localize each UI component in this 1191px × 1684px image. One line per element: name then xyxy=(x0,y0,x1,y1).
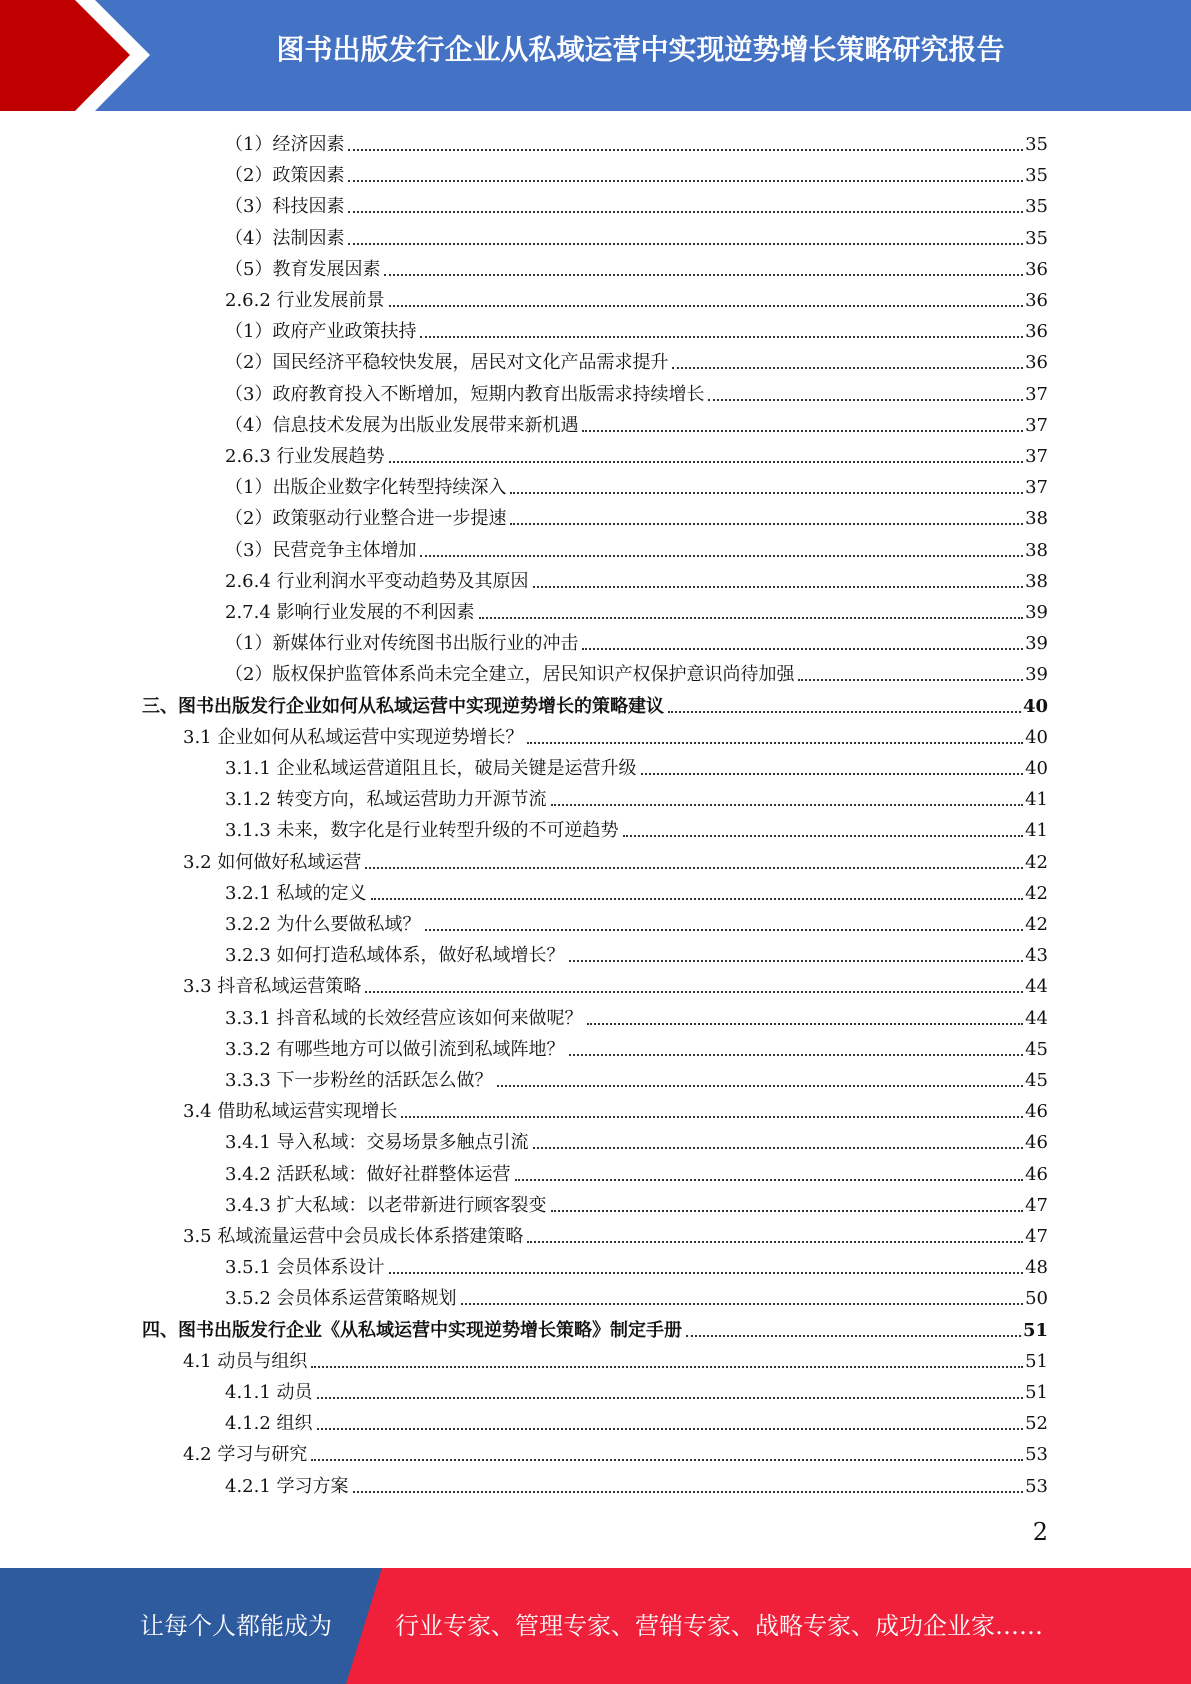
toc-dot-leader xyxy=(389,1272,1024,1274)
toc-entry[interactable] xyxy=(225,251,1048,282)
toc-entry-title: 3.1.2 转变方向，私域运营助力开源节流 xyxy=(225,789,547,811)
toc-entry-title: 4.1.1 动员 xyxy=(225,1382,313,1403)
toc-dot-leader xyxy=(365,991,1023,993)
toc-entry-page: 42 xyxy=(1025,914,1048,935)
toc-entry-title: 3.4.2 活跃私域：做好社群整体运营 xyxy=(225,1163,511,1185)
toc-dot-leader xyxy=(551,804,1024,806)
toc-entry[interactable] xyxy=(225,781,1048,812)
toc-entry-title: （2）版权保护监管体系尚未完全建立，居民知识产权保护意识尚待加强 xyxy=(225,664,795,686)
toc-entry[interactable] xyxy=(225,906,1048,937)
toc-entry[interactable] xyxy=(225,500,1048,531)
toc-entry-title: 三、图书出版发行企业如何从私域运营中实现逆势增长的策略建议 xyxy=(142,695,664,717)
toc-entry[interactable] xyxy=(225,1249,1048,1280)
toc-entry-title: （2）政策驱动行业整合进一步提速 xyxy=(225,508,507,530)
toc-entry[interactable] xyxy=(225,1187,1048,1218)
toc-entry-page: 37 xyxy=(1025,383,1048,405)
toc-entry[interactable] xyxy=(183,1218,1048,1249)
toc-dot-leader xyxy=(668,711,1021,713)
toc-entry[interactable] xyxy=(183,1093,1048,1124)
toc-entry-title: 3.5 私域流量运营中会员成长体系搭建策略 xyxy=(183,1226,524,1247)
toc-dot-leader xyxy=(569,1054,1024,1056)
toc-entry-title: （1）经济因素 xyxy=(225,134,345,155)
toc-dot-leader xyxy=(510,523,1023,525)
toc-entry[interactable] xyxy=(225,313,1048,344)
toc-dot-leader xyxy=(425,929,1024,931)
toc-dot-leader xyxy=(533,1147,1024,1149)
toc-entry[interactable] xyxy=(225,875,1048,906)
toc-entry-page: 37 xyxy=(1025,446,1048,467)
toc-entry-title: 3.1 企业如何从私域运营中实现逆势增长？ xyxy=(183,726,524,748)
toc-entry-title: 4.2 学习与研究 xyxy=(183,1444,308,1466)
toc-dot-leader xyxy=(479,617,1024,619)
toc-entry[interactable] xyxy=(225,1280,1048,1311)
toc-entry[interactable] xyxy=(225,1468,1048,1499)
toc-dot-leader xyxy=(582,430,1023,432)
toc-entry-page: 52 xyxy=(1025,1413,1048,1435)
toc-entry-page: 51 xyxy=(1025,1382,1048,1403)
toc-dot-leader xyxy=(497,1085,1024,1087)
toc-entry[interactable] xyxy=(225,188,1048,219)
toc-entry[interactable] xyxy=(225,1405,1048,1436)
toc-entry[interactable] xyxy=(225,282,1048,313)
toc-entry[interactable] xyxy=(183,968,1048,999)
toc-entry-title: （4）法制因素 xyxy=(225,227,345,249)
toc-dot-leader xyxy=(353,1491,1024,1493)
toc-entry-page: 51 xyxy=(1022,1319,1048,1341)
toc-entry-page: 40 xyxy=(1022,695,1048,717)
toc-entry-title: （1）政府产业政策扶持 xyxy=(225,321,417,343)
toc-dot-leader xyxy=(401,1116,1023,1118)
toc-entry-title: （2）政策因素 xyxy=(225,165,345,187)
toc-entry-page: 39 xyxy=(1025,633,1048,655)
toc-dot-leader xyxy=(365,867,1023,869)
toc-entry-title: 3.3.2 有哪些地方可以做引流到私域阵地？ xyxy=(225,1038,565,1060)
toc-entry[interactable] xyxy=(225,812,1048,843)
report-title: 图书出版发行企业从私域运营中实现逆势增长策略研究报告 xyxy=(276,33,1005,66)
toc-entry-title: 3.4 借助私域运营实现增长 xyxy=(183,1101,398,1123)
toc-entry-title: 3.2.3 如何打造私域体系，做好私域增长？ xyxy=(225,945,565,967)
toc-entry-title: 2.6.2 行业发展前景 xyxy=(225,290,385,311)
toc-entry-title: 3.3 抖音私域运营策略 xyxy=(183,976,362,998)
toc-entry-title: 3.3.3 下一步粉丝的活跃怎么做？ xyxy=(225,1070,493,1091)
toc-dot-leader xyxy=(311,1459,1023,1461)
toc-dot-leader xyxy=(641,773,1024,775)
page-footer xyxy=(0,1568,1191,1684)
toc-entry-page: 50 xyxy=(1025,1288,1048,1310)
toc-dot-leader xyxy=(551,1210,1024,1212)
toc-entry-title: 3.4.3 扩大私域：以老带新进行顾客裂变 xyxy=(225,1194,547,1216)
toc-entry-page: 37 xyxy=(1025,414,1048,436)
toc-dot-leader xyxy=(686,1335,1021,1337)
toc-entry-page: 38 xyxy=(1025,570,1048,592)
toc-entry[interactable] xyxy=(225,157,1048,188)
toc-entry[interactable] xyxy=(225,1062,1048,1093)
page-header xyxy=(0,0,1191,111)
toc-dot-leader xyxy=(527,742,1023,744)
toc-entry-title: 2.7.4 影响行业发展的不利因素 xyxy=(225,602,475,623)
toc-entry-page: 44 xyxy=(1025,1007,1048,1029)
toc-entry-page: 38 xyxy=(1025,539,1048,561)
toc-entry[interactable] xyxy=(225,1374,1048,1405)
toc-entry-page: 41 xyxy=(1025,789,1048,811)
toc-dot-leader xyxy=(420,336,1023,338)
toc-entry-title: 3.1.1 企业私域运营道阻且长，破局关键是运营升级 xyxy=(225,758,637,779)
toc-entry-page: 45 xyxy=(1025,1038,1048,1060)
toc-entry-page: 47 xyxy=(1025,1194,1048,1216)
toc-dot-leader xyxy=(582,648,1023,650)
toc-entry[interactable] xyxy=(225,1000,1048,1031)
toc-entry-page: 42 xyxy=(1025,851,1048,873)
toc-entry-page: 42 xyxy=(1025,882,1048,904)
toc-entry-title: 四、图书出版发行企业《从私域运营中实现逆势增长策略》制定手册 xyxy=(142,1319,682,1341)
toc-entry-title: 3.4.1 导入私域：交易场景多触点引流 xyxy=(225,1132,529,1154)
toc-dot-leader xyxy=(389,461,1024,463)
toc-entry[interactable] xyxy=(225,656,1048,687)
toc-entry[interactable] xyxy=(183,1343,1048,1374)
toc-entry-page: 43 xyxy=(1025,945,1048,967)
toc-entry[interactable] xyxy=(142,1312,1048,1343)
toc-entry-page: 46 xyxy=(1025,1101,1048,1123)
toc-entry-page: 36 xyxy=(1025,258,1048,280)
toc-entry-title: 3.1.3 未来，数字化是行业转型升级的不可逆趋势 xyxy=(225,820,619,842)
toc-entry-page: 38 xyxy=(1025,508,1048,530)
toc-entry-page: 35 xyxy=(1025,134,1048,155)
toc-entry-page: 48 xyxy=(1025,1257,1048,1279)
toc-entry[interactable] xyxy=(225,438,1048,469)
toc-dot-leader xyxy=(587,1023,1024,1025)
toc-entry[interactable] xyxy=(225,594,1048,625)
toc-entry-page: 35 xyxy=(1025,196,1048,218)
toc-entry-page: 39 xyxy=(1025,602,1048,623)
toc-entry-title: 3.5.2 会员体系运营策略规划 xyxy=(225,1288,457,1310)
toc-entry[interactable] xyxy=(225,376,1048,407)
toc-entry-page: 36 xyxy=(1025,290,1048,311)
toc-dot-leader xyxy=(348,149,1023,151)
toc-entry-page: 51 xyxy=(1025,1350,1048,1372)
toc-dot-leader xyxy=(371,898,1024,900)
toc-entry-title: 4.1.2 组织 xyxy=(225,1413,313,1435)
footer-slogan-left: 让每个人都能成为 xyxy=(140,1612,332,1640)
toc-entry[interactable] xyxy=(225,937,1048,968)
page-number: 2 xyxy=(1032,1518,1048,1546)
toc-entry-page: 37 xyxy=(1025,477,1048,499)
toc-dot-leader xyxy=(348,211,1023,213)
toc-entry-page: 35 xyxy=(1025,227,1048,249)
toc-entry-title: （2）国民经济平稳较快发展，居民对文化产品需求提升 xyxy=(225,352,669,374)
toc-entry-title: （3）政府教育投入不断增加，短期内教育出版需求持续增长 xyxy=(225,383,705,405)
footer-slogan-right: 行业专家、管理专家、营销专家、战略专家、成功企业家…… xyxy=(395,1612,1043,1640)
toc-entry-page: 40 xyxy=(1025,726,1048,748)
toc-dot-leader xyxy=(510,492,1023,494)
toc-entry[interactable] xyxy=(225,1156,1048,1187)
toc-entry-title: 3.5.1 会员体系设计 xyxy=(225,1257,385,1279)
toc-dot-leader xyxy=(317,1397,1024,1399)
toc-entry-title: 4.1 动员与组织 xyxy=(183,1350,308,1372)
toc-entry[interactable] xyxy=(225,750,1048,781)
toc-dot-leader xyxy=(527,1241,1023,1243)
toc-entry[interactable] xyxy=(225,563,1048,594)
toc-entry-title: （1）出版企业数字化转型持续深入 xyxy=(225,477,507,499)
toc-entry-title: 3.2.2 为什么要做私域？ xyxy=(225,914,421,935)
toc-entry-title: （3）民营竞争主体增加 xyxy=(225,539,417,561)
toc-dot-leader xyxy=(348,243,1023,245)
toc-entry[interactable] xyxy=(225,344,1048,375)
toc-entry-page: 44 xyxy=(1025,976,1048,998)
toc-entry-page: 53 xyxy=(1025,1475,1048,1497)
toc-entry-page: 39 xyxy=(1025,664,1048,686)
toc-entry[interactable] xyxy=(225,126,1048,157)
toc-entry-page: 53 xyxy=(1025,1444,1048,1466)
toc-dot-leader xyxy=(798,679,1023,681)
toc-entry-page: 46 xyxy=(1025,1163,1048,1185)
toc-dot-leader xyxy=(348,180,1023,182)
toc-dot-leader xyxy=(515,1179,1024,1181)
toc-entry-page: 41 xyxy=(1025,820,1048,842)
toc-dot-leader xyxy=(461,1303,1024,1305)
toc-entry-title: （1）新媒体行业对传统图书出版行业的冲击 xyxy=(225,633,579,655)
toc-entry-title: 4.2.1 学习方案 xyxy=(225,1475,349,1497)
toc-entry-page: 45 xyxy=(1025,1070,1048,1091)
toc-dot-leader xyxy=(317,1428,1024,1430)
toc-entry-title: 3.3.1 抖音私域的长效经营应该如何来做呢？ xyxy=(225,1007,583,1029)
toc-entry[interactable] xyxy=(225,532,1048,563)
toc-entry-title: （5）教育发展因素 xyxy=(225,258,381,280)
toc-dot-leader xyxy=(384,274,1023,276)
toc-dot-leader xyxy=(420,555,1023,557)
toc-dot-leader xyxy=(311,1366,1023,1368)
toc-entry-page: 35 xyxy=(1025,165,1048,187)
toc-entry-title: 2.6.4 行业利润水平变动趋势及其原因 xyxy=(225,570,529,592)
toc-entry-title: 3.2 如何做好私域运营 xyxy=(183,851,362,873)
toc-entry[interactable] xyxy=(183,844,1048,875)
toc-entry-page: 36 xyxy=(1025,352,1048,374)
toc-entry[interactable] xyxy=(225,220,1048,251)
toc-dot-leader xyxy=(623,835,1024,837)
toc-entry-page: 36 xyxy=(1025,321,1048,343)
toc-dot-leader xyxy=(672,367,1023,369)
toc-entry[interactable] xyxy=(225,1124,1048,1155)
toc-entry[interactable] xyxy=(225,407,1048,438)
toc-entry-page: 47 xyxy=(1025,1226,1048,1247)
toc-entry[interactable] xyxy=(142,688,1048,719)
toc-entry-page: 40 xyxy=(1025,758,1048,779)
toc-dot-leader xyxy=(569,960,1024,962)
toc-entry[interactable] xyxy=(225,625,1048,656)
toc-dot-leader xyxy=(708,399,1023,401)
toc-entry[interactable] xyxy=(183,719,1048,750)
toc-dot-leader xyxy=(389,305,1024,307)
toc-entry-page: 46 xyxy=(1025,1132,1048,1154)
toc-entry[interactable] xyxy=(183,1436,1048,1467)
toc-entry-title: （4）信息技术发展为出版业发展带来新机遇 xyxy=(225,414,579,436)
toc-entry-title: （3）科技因素 xyxy=(225,196,345,218)
toc-dot-leader xyxy=(533,586,1024,588)
toc-entry-title: 2.6.3 行业发展趋势 xyxy=(225,446,385,467)
toc-entry-title: 3.2.1 私域的定义 xyxy=(225,882,367,904)
toc-entry[interactable] xyxy=(225,469,1048,500)
toc-entry[interactable] xyxy=(225,1031,1048,1062)
